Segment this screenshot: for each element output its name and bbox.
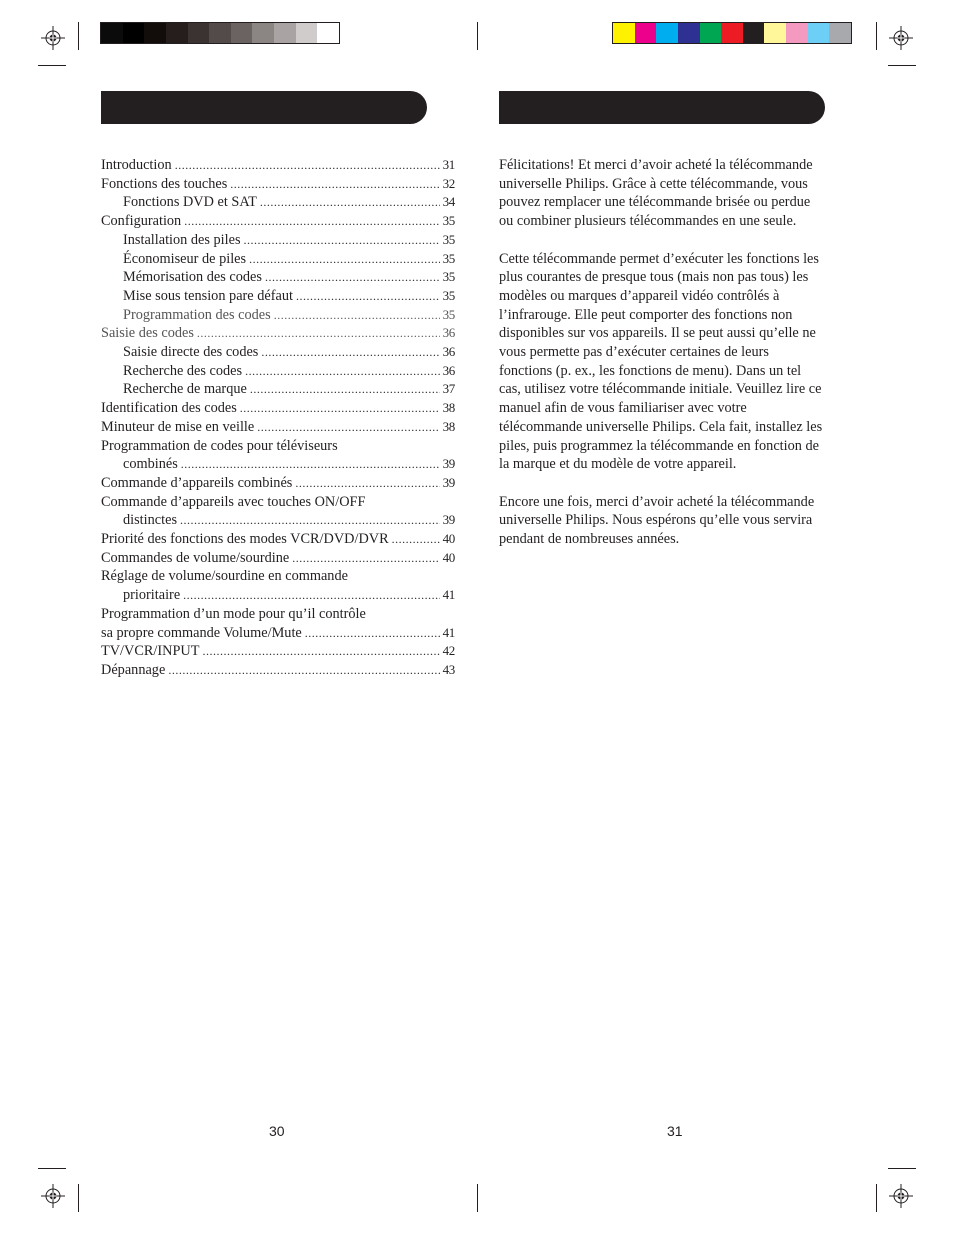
toc-leader-dots	[197, 324, 440, 343]
toc-leader-dots	[183, 586, 439, 605]
calibration-swatch	[808, 23, 830, 43]
toc-entry-label: Saisie directe des codes	[123, 344, 259, 361]
toc-entry-page: 39	[442, 474, 455, 490]
toc-entry-page: 43	[442, 661, 455, 677]
intro-line: pouvez remplacer une télécommande brisée ou perdue	[499, 194, 811, 211]
toc-leader-dots	[292, 549, 439, 568]
toc-leader-dots	[257, 418, 439, 437]
intro-line: Félicitations! Et merci d’avoir acheté la télécommande	[499, 157, 813, 173]
registration-mark-icon	[41, 1184, 65, 1208]
intro-line: la marque et du modèle de votre appareil.	[499, 456, 737, 473]
toc-entry-label: Installation des piles	[123, 231, 241, 248]
toc-entry-label: Programmation des codes	[123, 306, 271, 323]
intro-line: vous permette pas d’exécuter certaines de leurs	[499, 344, 769, 361]
page-number-left: 30	[269, 1123, 285, 1139]
toc-entry	[101, 250, 455, 269]
toc-entry-page: 40	[442, 549, 455, 565]
toc-entry-page: 38	[442, 418, 455, 434]
toc-entry-label: Économiseur de piles	[123, 250, 247, 267]
calibration-swatch	[101, 23, 123, 43]
calibration-swatch	[317, 23, 339, 43]
toc-entry	[101, 231, 455, 250]
toc-entry-page: 36	[442, 325, 455, 341]
toc-leader-dots	[230, 175, 439, 194]
table-of-contents	[101, 156, 455, 680]
toc-entry	[101, 324, 455, 343]
toc-entry-label: Mémorisation des codes	[123, 269, 262, 286]
toc-entry-label: Dépannage	[101, 661, 166, 678]
calibration-swatch	[231, 23, 253, 43]
toc-leader-dots	[260, 193, 440, 212]
toc-entry	[101, 661, 455, 680]
toc-entry-page: 31	[442, 157, 455, 172]
toc-entry	[101, 362, 455, 381]
intro-line: télécommande universelle Philips. Cela fait, installez les	[499, 418, 823, 435]
intro-line: manuel afin de vous familiariser avec votre	[499, 400, 747, 417]
gray-calibration-bar	[100, 22, 340, 44]
toc-entry-page: 35	[442, 213, 455, 229]
toc-entry-label: Fonctions des touches	[101, 175, 228, 192]
toc-leader-dots	[245, 362, 440, 381]
color-calibration-bar	[612, 22, 852, 44]
toc-entry-page: 40	[442, 531, 455, 547]
toc-entry	[101, 156, 455, 175]
toc-entry-label: combinés	[123, 456, 178, 473]
crop-mark	[477, 22, 478, 50]
toc-entry-page: 42	[442, 643, 455, 659]
section-header-bar	[499, 91, 825, 124]
calibration-swatch	[678, 23, 700, 43]
toc-entry	[101, 343, 455, 362]
toc-leader-dots	[305, 624, 440, 643]
calibration-swatch	[656, 23, 678, 43]
toc-entry-label: prioritaire	[123, 587, 181, 604]
intro-paragraph-3	[499, 493, 855, 549]
calibration-swatch	[188, 23, 210, 43]
intro-line: modèles ou marques d’appareil vidéo contrôlés à	[499, 287, 780, 304]
registration-mark-icon	[41, 26, 65, 50]
toc-leader-dots	[392, 530, 440, 549]
toc-entry	[101, 511, 455, 530]
toc-entry-label: Introduction	[101, 157, 172, 173]
toc-entry-label: Commande d’appareils combinés	[101, 474, 293, 491]
toc-entry-page: 35	[442, 231, 455, 247]
page-number-right: 31	[667, 1123, 683, 1139]
intro-line: Cette télécommande permet d’exécuter les fonctions les	[499, 250, 819, 267]
toc-entry	[101, 380, 455, 399]
calibration-swatch	[635, 23, 657, 43]
intro-line: ou combiner plusieurs télécommandes en une seule.	[499, 213, 797, 230]
registration-mark-icon	[889, 1184, 913, 1208]
intro-paragraph-1	[499, 156, 855, 231]
toc-entry-page: 37	[442, 381, 455, 397]
toc-entry-label: Commandes de volume/sourdine	[101, 549, 290, 566]
toc-entry-page: 34	[442, 194, 455, 210]
toc-entry	[101, 530, 455, 549]
toc-entry	[101, 549, 455, 568]
calibration-swatch	[123, 23, 145, 43]
toc-heading-line: Programmation d’un mode pour qu’il contrôle	[101, 605, 366, 622]
toc-entry-label: Recherche de marque	[123, 381, 247, 398]
section-header-bar	[101, 91, 427, 124]
calibration-swatch	[252, 23, 274, 43]
crop-mark	[888, 65, 916, 66]
toc-entry-page: 35	[442, 306, 455, 322]
toc-leader-dots	[296, 287, 440, 306]
toc-heading-line: Commande d’appareils avec touches ON/OFF	[101, 493, 366, 510]
toc-entry-label: Priorité des fonctions des modes VCR/DVD/DVR	[101, 531, 389, 548]
toc-entry-page: 41	[442, 624, 455, 640]
toc-entry-label: Identification des codes	[101, 400, 237, 417]
intro-line: fonctions (p. ex., les fonctions de menu). Dans un tel	[499, 362, 802, 379]
intro-line: Encore une fois, merci d’avoir acheté la télécommande	[499, 493, 815, 510]
toc-entry-page: 32	[442, 175, 455, 191]
toc-entry	[101, 455, 455, 474]
toc-entry-label: Saisie des codes	[101, 325, 194, 342]
calibration-swatch	[166, 23, 188, 43]
toc-leader-dots	[180, 511, 440, 530]
intro-line: universelle Philips. Nous espérons qu’elle vous servira	[499, 512, 813, 529]
registration-mark-icon	[889, 26, 913, 50]
toc-entry-label: TV/VCR/INPUT	[101, 643, 200, 660]
crop-mark	[38, 65, 66, 66]
calibration-swatch	[296, 23, 318, 43]
toc-leader-dots	[265, 268, 440, 287]
toc-entry	[101, 268, 455, 287]
toc-entry	[101, 399, 455, 418]
toc-leader-dots	[181, 455, 440, 474]
intro-paragraph-2	[499, 250, 855, 474]
toc-entry	[101, 624, 455, 643]
intro-line: l’infrarouge. Elle peut comporter des fonctions non	[499, 306, 793, 323]
calibration-swatch	[743, 23, 765, 43]
calibration-swatch	[274, 23, 296, 43]
toc-leader-dots	[261, 343, 439, 362]
intro-line: universelle Philips. Grâce à cette télécommande, vous	[499, 175, 808, 192]
toc-entry-page: 35	[442, 287, 455, 303]
toc-entry-label: Configuration	[101, 213, 182, 230]
toc-leader-dots	[184, 212, 439, 231]
toc-entry	[101, 418, 455, 437]
toc-entry-label: distinctes	[123, 512, 178, 529]
crop-mark	[78, 22, 79, 50]
toc-entry	[101, 175, 455, 194]
toc-entry-page: 36	[442, 362, 455, 378]
toc-entry-page: 41	[442, 587, 455, 603]
calibration-swatch	[829, 23, 851, 43]
calibration-swatch	[764, 23, 786, 43]
crop-mark	[876, 1184, 877, 1212]
toc-entry	[101, 306, 455, 325]
intro-line: cas, utilisez votre télécommande initiale. Veuillez lire ce	[499, 381, 822, 398]
toc-entry	[101, 474, 455, 493]
toc-entry	[101, 586, 455, 605]
intro-line: plus courantes de presque tous (mais non pas tous) les	[499, 269, 809, 286]
toc-entry-page: 39	[442, 512, 455, 528]
crop-mark	[38, 1168, 66, 1169]
intro-line: disponibles sur vos appareils. Il se peut aussi qu’elle ne	[499, 325, 816, 342]
toc-heading-line: Programmation de codes pour téléviseurs	[101, 437, 338, 454]
toc-leader-dots	[249, 250, 440, 269]
toc-entry-label: Minuteur de mise en veille	[101, 418, 255, 435]
toc-entry	[101, 193, 455, 212]
calibration-swatch	[786, 23, 808, 43]
toc-leader-dots	[240, 399, 440, 418]
toc-leader-dots	[250, 380, 440, 399]
toc-leader-dots	[168, 661, 439, 680]
toc-leader-dots	[175, 156, 440, 175]
intro-line: piles, puis programmez la télécommande en fonction de	[499, 437, 819, 454]
toc-entry-page: 35	[442, 269, 455, 285]
toc-entry	[101, 642, 455, 661]
toc-leader-dots	[244, 231, 440, 250]
crop-mark	[477, 1184, 478, 1212]
crop-mark	[78, 1184, 79, 1212]
calibration-swatch	[700, 23, 722, 43]
toc-entry	[101, 287, 455, 306]
toc-leader-dots	[295, 474, 439, 493]
calibration-swatch	[721, 23, 743, 43]
introduction-text	[499, 156, 855, 567]
toc-heading-line: Réglage de volume/sourdine en commande	[101, 568, 348, 585]
toc-entry-label: Fonctions DVD et SAT	[123, 194, 257, 211]
toc-entry-label: Mise sous tension pare défaut	[123, 287, 293, 304]
toc-entry-label: Recherche des codes	[123, 362, 243, 379]
calibration-swatch	[613, 23, 635, 43]
toc-entry-page: 39	[442, 456, 455, 472]
toc-leader-dots	[274, 306, 440, 325]
intro-line: pendant de nombreuses années.	[499, 531, 680, 548]
toc-entry	[101, 212, 455, 231]
toc-leader-dots	[203, 642, 440, 661]
toc-entry-page: 35	[442, 250, 455, 266]
crop-mark	[876, 22, 877, 50]
calibration-swatch	[144, 23, 166, 43]
calibration-swatch	[209, 23, 231, 43]
crop-mark	[888, 1168, 916, 1169]
toc-entry-page: 38	[442, 400, 455, 416]
toc-entry-page: 36	[442, 344, 455, 360]
toc-entry-label: sa propre commande Volume/Mute	[101, 624, 302, 641]
